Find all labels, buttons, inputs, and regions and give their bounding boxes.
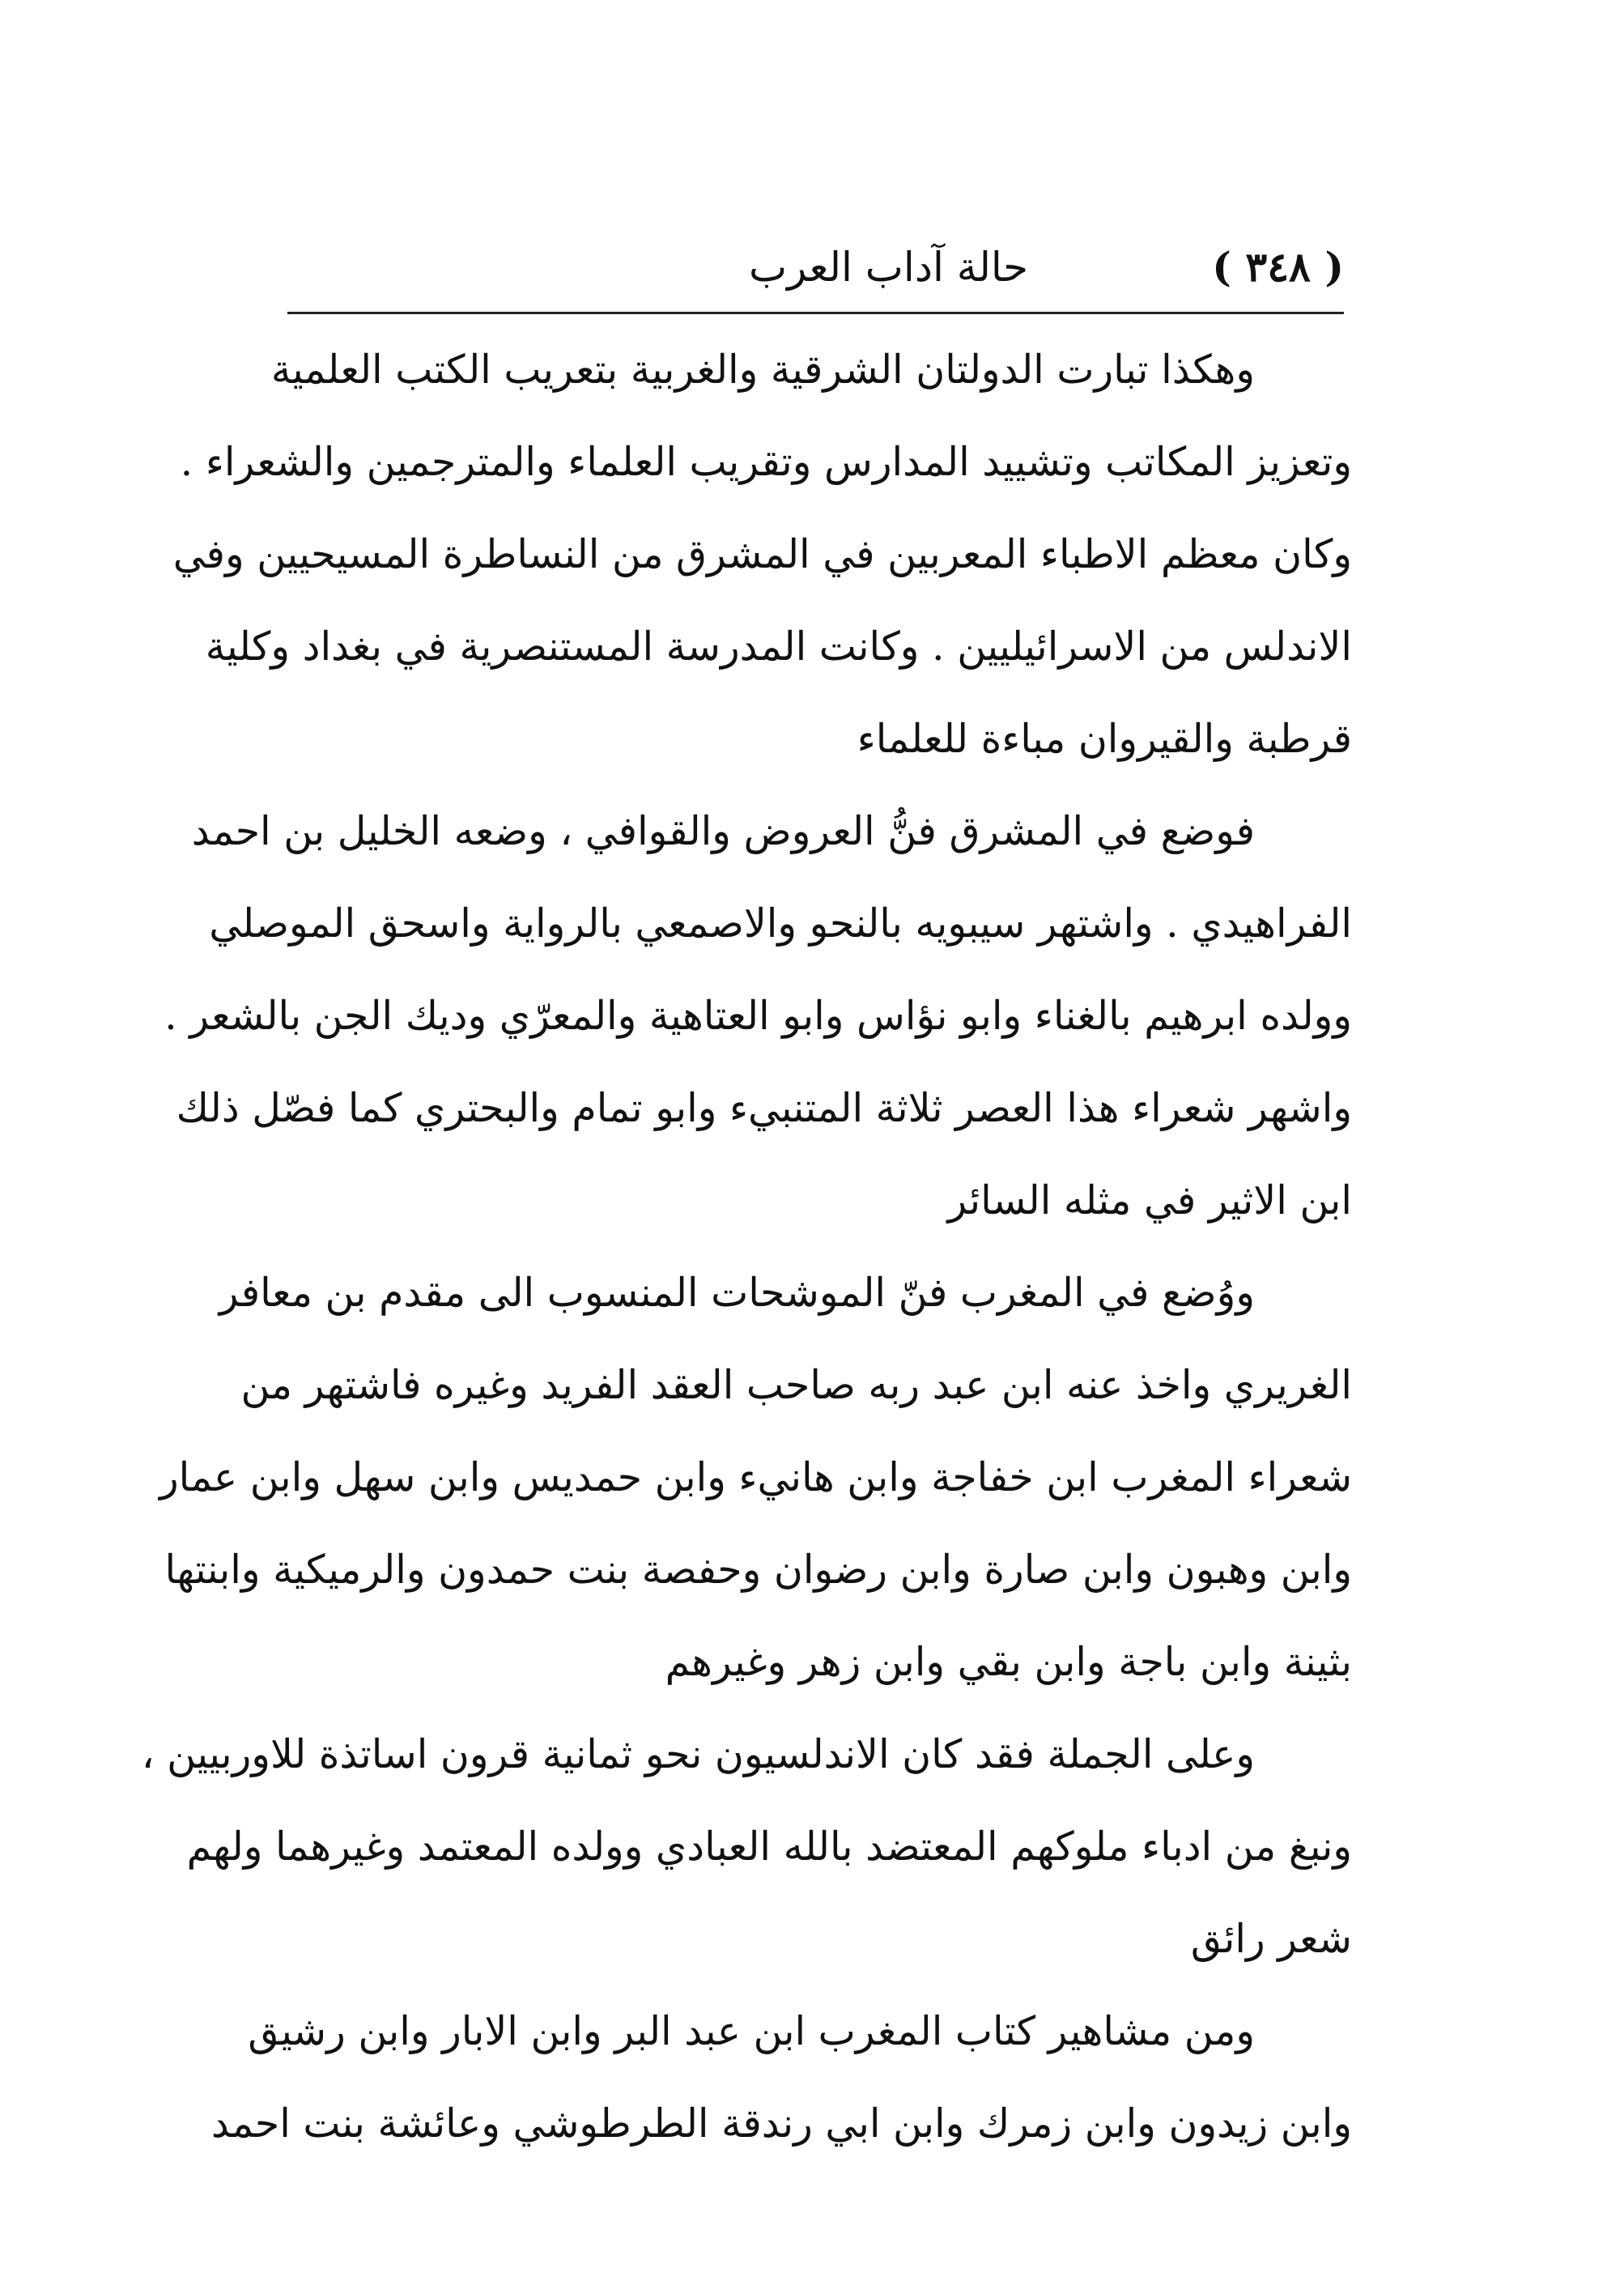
text-line: وابن وهبون وابن صارة وابن رضوان وحفصة بنت حمدون والرميكية وابنتها [164,1547,1352,1593]
text-line: ووُضع في المغرب فنّ الموشحات المنسوب الى مقدم بن معافر [219,1270,1255,1316]
text-line: واشهر شعراء هذا العصر ثلاثة المتنبيء وابو تمام والبحتري كما فصّل ذلك [176,1085,1352,1131]
running-title: حالة آداب العرب [749,244,1028,291]
text-line: قرطبة والقيروان مباءة للعلماء [857,716,1352,762]
text-line: الفراهيدي . واشتهر سيبويه بالنحو والاصمعي بالرواية واسحق الموصلي [209,900,1352,947]
text-line: وتعزيز المكاتب وتشييد المدارس وتقريب العلماء والمترجمين والشعراء . [180,439,1352,485]
text-line: شعر رائق [1190,1916,1352,1962]
header-rule [287,312,1344,314]
text-line: ابن الاثير في مثله السائر [947,1177,1352,1224]
text-line: شعراء المغرب ابن خفاجة وابن هانيء وابن حمديس وابن سهل وابن عمار [159,1454,1352,1500]
text-line: وولده ابرهيم بالغناء وابو نؤاس وابو العتاهية والمعرّي وديك الجن بالشعر . [164,993,1352,1039]
text-line: فوضع في المشرق فنُّ العروض والقوافي ، وضعه الخليل بن احمد [191,808,1255,854]
text-line: بثينة وابن باجة وابن بقي وابن زهر وغيرهم [665,1639,1352,1685]
text-line: وعلى الجملة فقد كان الاندلسيون نحو ثمانية قرون اساتذة للاوربيين ، [141,1731,1255,1777]
text-line: وكان معظم الاطباء المعربين في المشرق من النساطرة المسيحيين وفي [172,531,1352,577]
body-text [141,324,1352,2170]
page-header [287,235,1344,300]
text-line: الاندلس من الاسرائيليين . وكانت المدرسة المستنصرية في بغداد وكلية [205,624,1352,670]
text-line: ومن مشاهير كتاب المغرب ابن عبد البر وابن الابار وابن رشيق [248,2008,1255,2054]
text-line: وهكذا تبارت الدولتان الشرقية والغربية بتعريب الكتب العلمية [270,347,1255,393]
text-line: وابن زيدون وابن زمرك وابن ابي رندقة الطرطوشي وعائشة بنت احمد [210,2100,1352,2147]
text-line: الغريري واخذ عنه ابن عبد ربه صاحب العقد الفريد وغيره فاشتهر من [240,1362,1352,1408]
text-line: ونبغ من ادباء ملوكهم المعتضد بالله العبادي وولده المعتمد وغيرهما ولهم [186,1824,1352,1870]
page-number: ( ٣٤٨ ) [1212,243,1344,291]
